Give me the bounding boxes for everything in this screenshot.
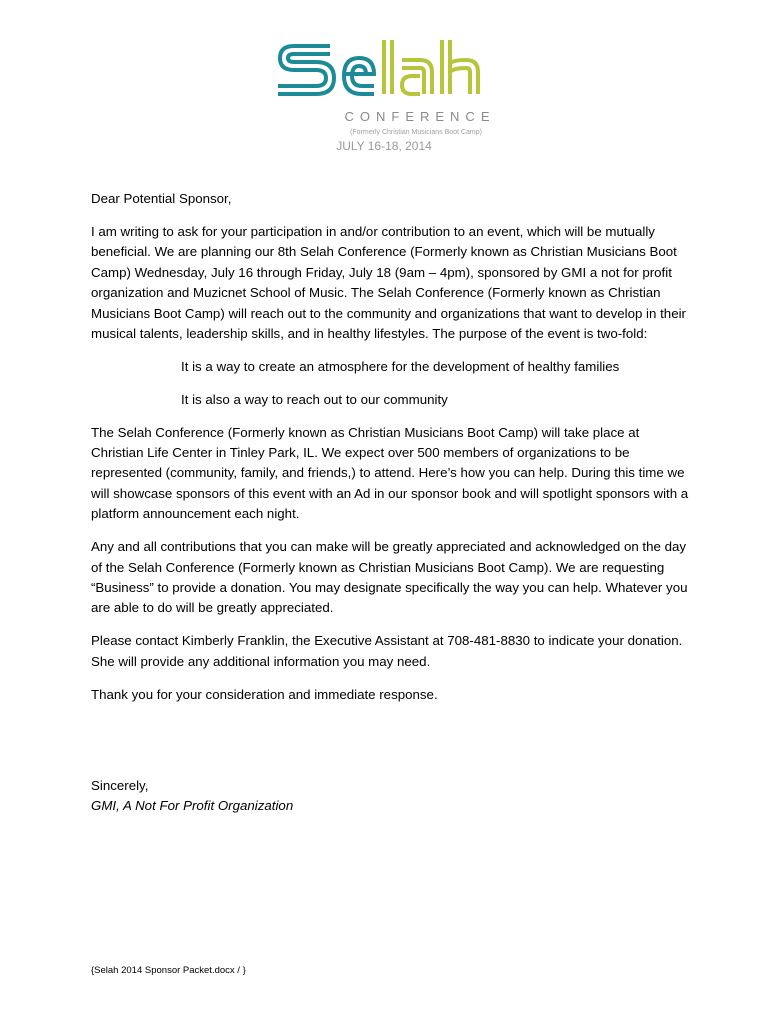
salutation: Dear Potential Sponsor, xyxy=(91,191,232,206)
paragraph-contact: Please contact Kimberly Franklin, the Executive Assistant at 708-481-8830 to indicate your donation. She will provide any additional information you may need. xyxy=(91,633,683,669)
paragraph-intro: I am writing to ask for your participation in and/or contribution to an event, which will be mutually beneficial. We are planning our 8th Selah Conference (Formerly known as Christian Musicians Boot Camp) Wednesday, July 16 through Friday, July 18 (9am – 4pm), sponsored by GMI a not for profit organization and Muzicnet School of Music. The Selah Conference (Formerly known as Christian Musicians Boot Camp) will reach out to the community and organizations that want to develop in their musical talents, leadership skills, and in healthy lifestyles. The purpose of the event is two-fold: xyxy=(91,223,686,341)
signature-organization: GMI, A Not For Profit Organization xyxy=(91,798,294,814)
letter-body xyxy=(91,189,691,718)
paragraph-contributions: Any and all contributions that you can make will be greatly appreciated and acknowledged on the day of the Selah Conference (Formerly known as Christian Musicians Boot Camp). We are requesting “Business” to provide a donation. You may designate specifically the way you can help. Whatever you are able to do will be greatly appreciated. xyxy=(91,539,688,616)
purpose-item-2: It is also a way to reach out to our community xyxy=(181,391,448,407)
paragraph-thanks: Thank you for your consideration and immediate response. xyxy=(91,686,438,702)
closing: Sincerely, xyxy=(91,778,149,793)
selah-conference-logo xyxy=(270,38,510,156)
logo-wordmark xyxy=(272,38,478,94)
page-footer: {Selah 2014 Sponsor Packet.docx / } xyxy=(91,965,246,976)
logo-subtitle: CONFERENCE xyxy=(344,109,496,124)
purpose-item-1: It is a way to create an atmosphere for the development of healthy families xyxy=(181,358,620,374)
logo-dates: JULY 16-18, 2014 xyxy=(336,139,432,153)
paragraph-venue: The Selah Conference (Formerly known as Christian Musicians Boot Camp) will take place at Christian Life Center in Tinley Park, IL. We expect over 500 members of organizations to be represented (community, family, and friends,) to attend. Here’s how you can help. During this time we will showcase sponsors of this event with an Ad in our sponsor book and will spotlight sponsors with a platform announcement each night. xyxy=(91,424,689,522)
logo-tagline: (Formerly Christian Musicians Boot Camp) xyxy=(350,129,482,136)
logo-graphic xyxy=(270,38,510,156)
signature-block xyxy=(91,776,293,817)
